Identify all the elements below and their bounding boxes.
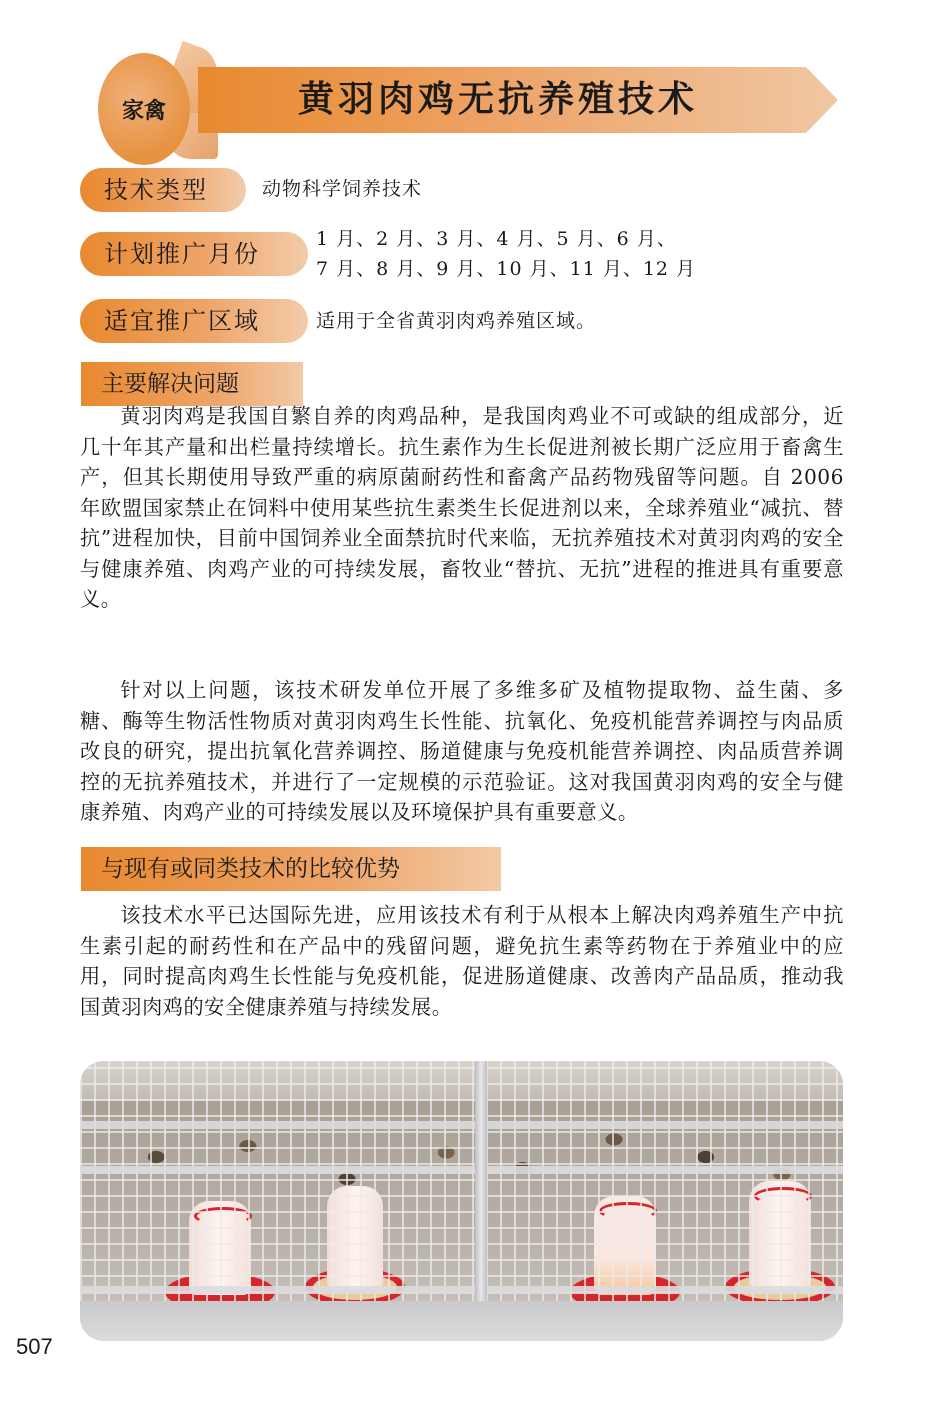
- page-number: 507: [16, 1334, 53, 1359]
- months-line-1: 1 月、2 月、3 月、4 月、5 月、6 月、: [316, 228, 677, 250]
- section-heading-problems: 主要解决问题: [81, 362, 303, 406]
- cage-rail: [80, 1121, 843, 1129]
- cage-rail: [80, 1166, 843, 1174]
- chicks-in-cage-photo: [80, 1061, 843, 1341]
- region-label: 适宜推广区域: [80, 299, 308, 343]
- cage-divider: [475, 1061, 487, 1341]
- category-badge: [98, 53, 190, 165]
- tech-type-label: 技术类型: [80, 168, 246, 212]
- months-line-2: 7 月、8 月、9 月、10 月、11 月、12 月: [316, 258, 697, 280]
- paragraph: 针对以上问题，该技术研发单位开展了多维多矿及植物提取物、益生菌、多糖、酶等生物活性物质对黄羽肉鸡生长性能、抗氧化、免疫机能营养调控与肉品质改良的研究，提出抗氧化营养调控、肠道健康与免疫机能营养调控、肉品质营养调控的无抗养殖技术，并进行了一定规模的示范验证。这对我国黄羽肉鸡的安全与健康养殖、肉鸡产业的可持续发展以及环境保护具有重要意义。: [80, 678, 844, 824]
- page-title: 黄羽肉鸡无抗养殖技术: [297, 79, 698, 120]
- region-value: 适用于全省黄羽肉鸡养殖区域。: [316, 310, 597, 332]
- paragraph: 黄羽肉鸡是我国自繁自养的肉鸡品种，是我国肉鸡业不可或缺的组成部分，近几十年其产量和出栏量持续增长。抗生素作为生长促进剂被长期广泛应用于畜禽生产，但其长期使用导致严重的病原菌耐药性和畜禽产品药物残留等问题。自 2006 年欧盟国家禁止在饲料中使用某些抗生素类生长促进剂以来，全球养殖业“减抗、替抗”进程加快，目前中国饲养业全面禁抗时代来临，无抗养殖技术对黄羽肉鸡的安全与健康养殖、肉鸡产业的可持续发展，畜牧业“替抗、无抗”进程的推进具有重要意义。: [80, 404, 844, 611]
- months-label: 计划推广月份: [80, 232, 308, 276]
- title-banner: [98, 45, 843, 170]
- category-label: 家禽: [121, 98, 166, 124]
- section-heading-advantages: 与现有或同类技术的比较优势: [81, 847, 501, 891]
- cage-rail: [80, 1286, 843, 1294]
- cage-floor: [80, 1301, 843, 1341]
- wire-mesh: [80, 1061, 843, 1341]
- paragraph: 该技术水平已达国际先进，应用该技术有利于从根本上解决肉鸡养殖生产中抗生素引起的耐药性和在产品中的残留问题，避免抗生素等药物在于养殖业中的应用，同时提高肉鸡生长性能与免疫机能，促进肠道健康、改善肉产品品质，推动我国黄羽肉鸡的安全健康养殖与持续发展。: [80, 903, 844, 1019]
- tech-type-value: 动物科学饲养技术: [262, 178, 423, 200]
